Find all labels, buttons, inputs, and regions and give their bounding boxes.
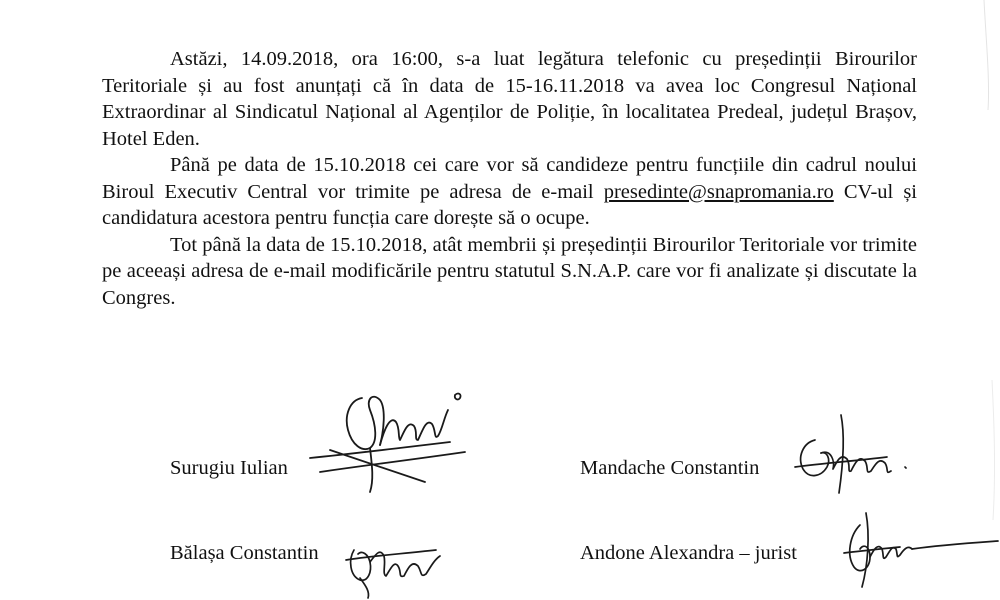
letter-body: [102, 46, 917, 311]
signatory-name-surugiu: Surugiu Iulian: [170, 457, 288, 479]
paragraph-candidacy-deadline: [102, 152, 917, 232]
candidacy-text-after: CV-ul și candidatura acestora pentru funcția care dorește să o ocupe.: [102, 180, 918, 229]
signature-surugiu: [300, 370, 480, 500]
signatory-name-balasa: Bălașa Constantin: [170, 542, 319, 564]
signature-mandache: [775, 395, 925, 505]
signatory-name-andone: Andone Alexandra – jurist: [580, 542, 797, 564]
signature-andone: [830, 505, 1000, 590]
signature-balasa: [340, 520, 450, 600]
candidacy-text-before: Până pe data de 15.10.2018 cei care vor să candideze pentru funcțiile din cadrul noului Biroul Executiv Central vor trimite pe adresa de e-mail: [102, 154, 917, 203]
signatory-name-mandache: Mandache Constantin: [580, 457, 760, 479]
paragraph-statute-changes: Tot până la data de 15.10.2018, atât membrii și președinții Birourilor Teritoriale vor trimite pe aceeași adresa de e-mail modificările pentru statutul S.N.A.P. care vor fi analizate și discutate la Congres.: [102, 233, 917, 309]
email-link[interactable]: presedinte@snapromania.ro: [603, 180, 834, 203]
paragraph-congress-announcement: Astăzi, 14.09.2018, ora 16:00, s-a luat legătura telefonic cu președinții Birourilor Teritoriale și au fost anunțați că în data de 15-16.11.2018 va avea loc Congresul Național Extraordinar al Sindicatul Național al Agenților de Poliție, în localitatea Predeal, județul Brașov, Hotel Eden.: [102, 48, 917, 150]
